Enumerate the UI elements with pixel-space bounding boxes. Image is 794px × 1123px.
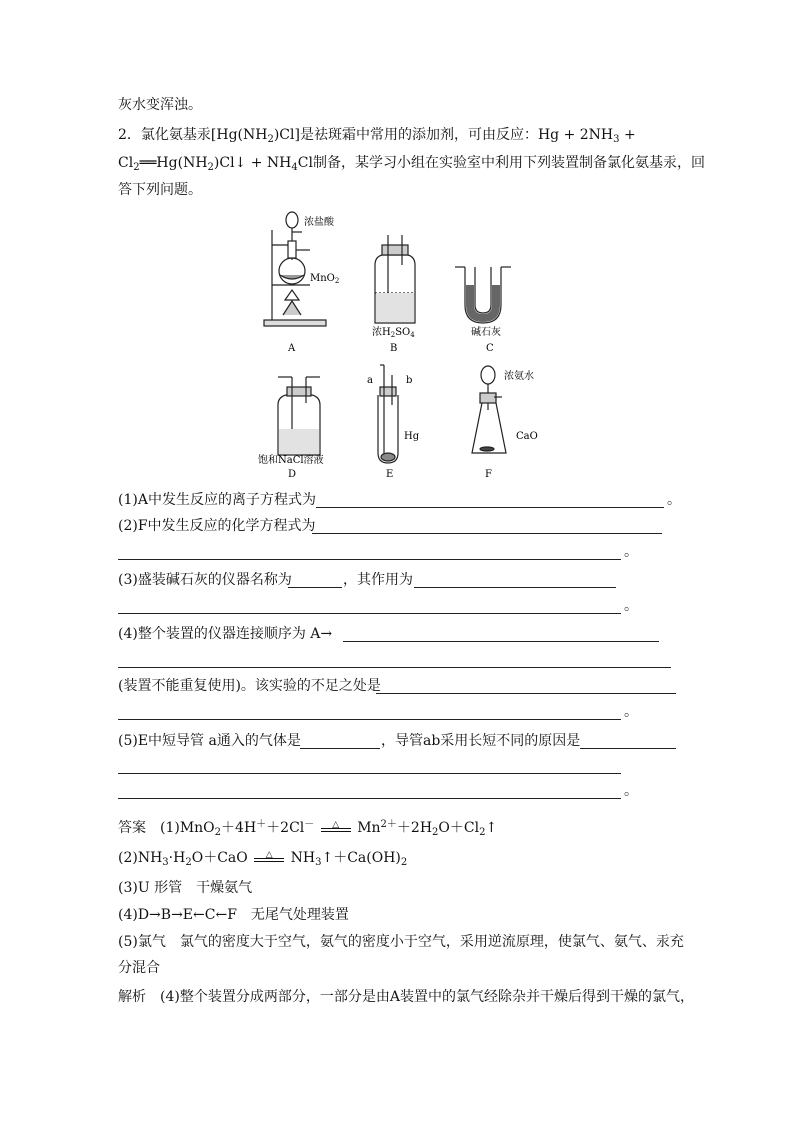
label-soda-lime: 碱石灰 (471, 327, 501, 338)
answer-5-line-1: (5)氯气 氯气的密度大于空气，氨气的密度小于空气，采用逆流原理，使氯气、氨气、汞充 (118, 934, 684, 950)
label-tube-a: a (367, 375, 373, 386)
answer-2: $(2)NH_3\cdot H_2O+CaO$ △ $NH_3↑+Ca(OH)_2$ (118, 850, 408, 868)
heat-equals-sign-2: △ (252, 848, 286, 868)
q4-answer-blank-1[interactable] (343, 641, 659, 642)
q3-line: (3)盛装碱石灰的仪器名称为 (118, 572, 292, 588)
carry-over-line: 灰水变浑浊。 (118, 97, 202, 113)
q2-end: 。 (624, 544, 638, 560)
label-conc-ammonia: 浓氨水 (504, 371, 534, 382)
apparatus-a (264, 212, 326, 326)
apparatus-d (278, 377, 320, 455)
q5-mid: ，导管ab采用长短不同的原因是 (381, 733, 581, 749)
q3-end: 。 (624, 598, 638, 614)
q4-answer-blank-4[interactable] (118, 719, 621, 720)
question-2-line-1: 2．氯化氨基汞$[Hg(NH_2)Cl]$是祛斑霜中常用的添加剂，可由反应：$Hg + 2NH_3$ + (118, 127, 636, 145)
apparatus-b (375, 235, 415, 323)
q3-mid: ，其作用为 (343, 572, 413, 588)
answer-3: (3)U 形管 干燥氨气 (118, 880, 253, 896)
q5-answer-blank-1[interactable] (300, 748, 380, 749)
q5-answer-blank-2[interactable] (580, 748, 676, 749)
question-2-line-3: 答下列问题。 (118, 182, 202, 198)
q2-line: (2)F中发生反应的化学方程式为 (118, 518, 316, 534)
q2-answer-blank-2[interactable] (118, 559, 621, 560)
label-f: F (485, 469, 492, 480)
apparatus-e (378, 365, 398, 463)
q4b-line: (装置不能重复使用)。该实验的不足之处是 (118, 678, 381, 694)
q3-answer-blank-2[interactable] (414, 587, 616, 588)
label-h2so4: 浓$H_2SO_4$ (372, 327, 415, 339)
answer-5-line-2: 分混合 (118, 960, 160, 976)
q1-end: 。 (667, 492, 681, 508)
q4-line: (4)整个装置的仪器连接顺序为 A→ (118, 626, 333, 642)
label-tube-b: b (406, 375, 413, 386)
q1-line: (1)A中发生反应的离子方程式为 (118, 492, 316, 508)
label-c: C (486, 343, 494, 354)
label-cao: CaO (516, 431, 538, 442)
answer-1: 答案 (1)MnO$_2$＋4H＋＋2Cl－ △ $Mn^{2+}+2H_2O+Cl_2↑$ (118, 819, 498, 838)
q5-line: (5)E中短导管 a通入的气体是 (118, 733, 301, 749)
q4-answer-blank-3[interactable] (376, 693, 676, 694)
q4-end: 。 (624, 704, 638, 720)
q3-answer-blank-3[interactable] (118, 613, 621, 614)
apparatus-figure (250, 205, 570, 485)
label-d: D (288, 469, 297, 480)
label-mno2: MnO$_2$ (310, 273, 340, 285)
q3-answer-blank-1[interactable] (288, 587, 342, 588)
analysis-line: 解析 (4)整个装置分成两部分，一部分是由A装置中的氯气经除杂并干燥后得到干燥的氯气， (118, 989, 694, 1005)
q5-end: 。 (624, 783, 638, 799)
q5-answer-blank-4[interactable] (118, 798, 621, 799)
label-e: E (386, 469, 394, 480)
q5-answer-blank-3[interactable] (118, 773, 621, 774)
q4-answer-blank-2[interactable] (118, 667, 671, 668)
label-hg: Hg (404, 431, 420, 442)
answer-4: (4)D→B→E←C←F 无尾气处理装置 (118, 907, 349, 923)
apparatus-c (455, 267, 511, 323)
label-nacl: 饱和NaCl溶液 (258, 455, 324, 466)
question-2-line-2: $Cl_2══Hg(NH_2)Cl↓ + NH_4Cl$制备，某学习小组在实验室中利用下列装置制备氯化氨基汞，回 (118, 155, 705, 173)
q2-answer-blank-1[interactable] (312, 533, 662, 534)
label-b: B (390, 343, 398, 354)
apparatus-f (472, 366, 506, 453)
label-conc-hcl: 浓盐酸 (304, 217, 334, 228)
q1-answer-blank[interactable] (316, 507, 664, 508)
heat-equals-sign-1: △ (319, 818, 353, 838)
label-a: A (288, 343, 296, 354)
